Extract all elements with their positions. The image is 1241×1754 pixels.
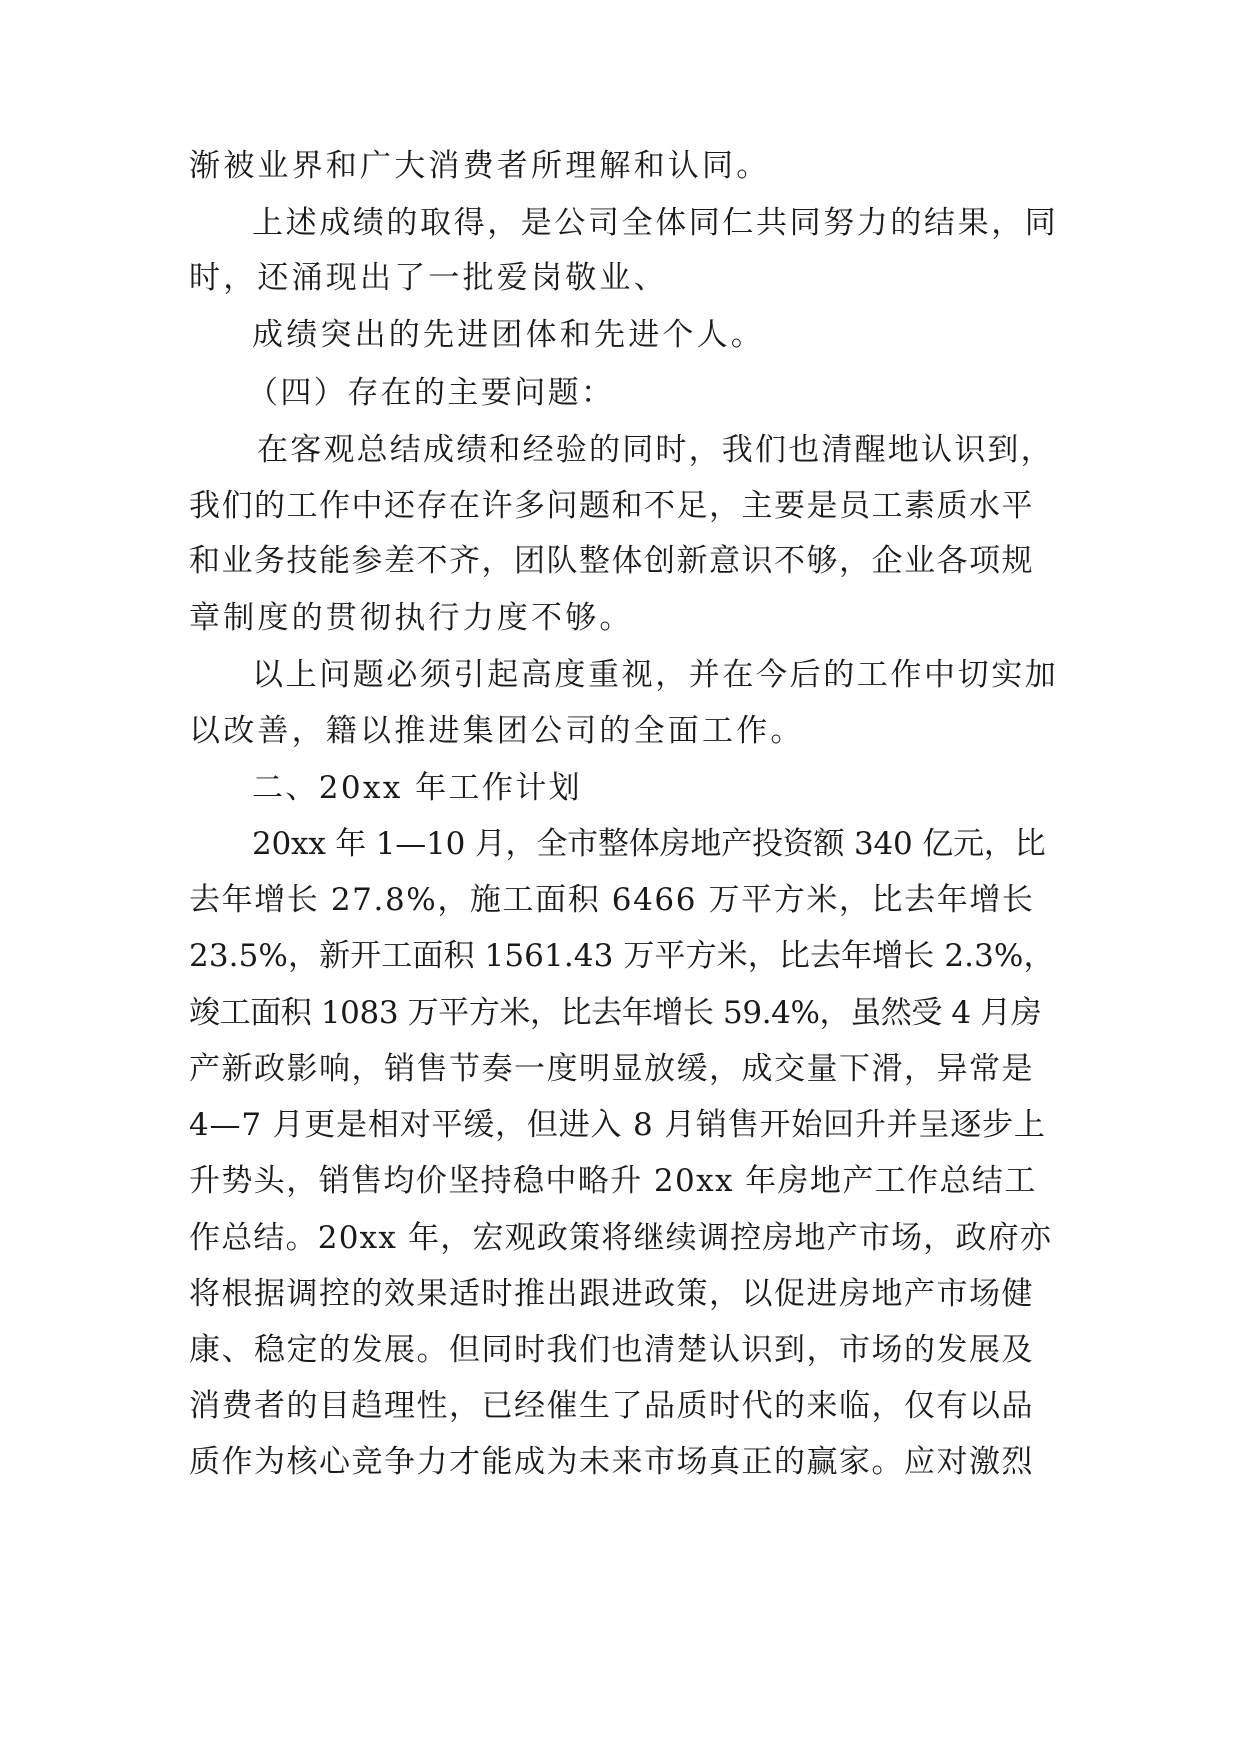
text-line: 消费者的目趋理性，已经催生了品质时代的来临，仅有以品 [189,1388,1034,1424]
text-line: 和业务技能参差不齐，团队整体创新意识不够，企业各项规 [189,543,1034,579]
text-line: 竣工面积 1083 万平方米，比去年增长 59.4%，虽然受 4 月房 [189,995,1042,1031]
text-line: 去年增长 27.8%，施工面积 6466 万平方米，比去年增长 [189,882,1035,918]
section-heading: （四）存在的主要问题： [247,375,615,411]
text-line: 在客观总结成绩和经验的同时，我们也清醒地认识到， [257,432,1054,468]
text-line: 将根据调控的效果适时推出跟进政策，以促进房地产市场健 [189,1276,1034,1312]
text-line: 上述成绩的取得，是公司全体同仁共同努力的结果，同 [252,205,1059,241]
text-line: 升势头，销售均价坚持稳中略升 20xx 年房地产工作总结工 [189,1163,1037,1199]
section-heading: 二、20xx 年工作计划 [252,770,583,806]
text-line: 以改善，籍以推进集团公司的全面工作。 [189,713,805,749]
text-line: 23.5%，新开工面积 1561.43 万平方米，比去年增长 2.3%， [189,938,1055,974]
text-line: 康、稳定的发展。但同时我们也清楚认识到，市场的发展及 [189,1332,1034,1368]
text-line: 作总结。20xx 年，宏观政策将继续调控房地产市场，政府亦 [189,1220,1053,1256]
text-line: 20xx 年 1—10 月，全市整体房地产投资额 340 亿元，比 [252,826,1046,862]
text-line: 质作为核心竞争力才能成为未来市场真正的赢家。应对激烈 [189,1444,1034,1480]
text-line: 以上问题必须引起高度重视，并在今后的工作中切实加 [252,657,1059,693]
text-line: 4—7 月更是相对平缓，但进入 8 月销售开始回升并呈逐步上 [189,1107,1046,1143]
text-line: 成绩突出的先进团体和先进个人。 [252,317,765,353]
text-line: 章制度的贯彻执行力度不够。 [189,600,634,636]
text-line: 我们的工作中还存在许多问题和不足，主要是员工素质水平 [189,488,1034,524]
text-line: 产新政影响，销售节奏一度明显放缓，成交量下滑，异常是 [189,1051,1034,1087]
text-line: 时，还涌现出了一批爱岗敬业、 [189,260,668,296]
text-line: 渐被业界和广大消费者所理解和认同。 [189,148,771,184]
